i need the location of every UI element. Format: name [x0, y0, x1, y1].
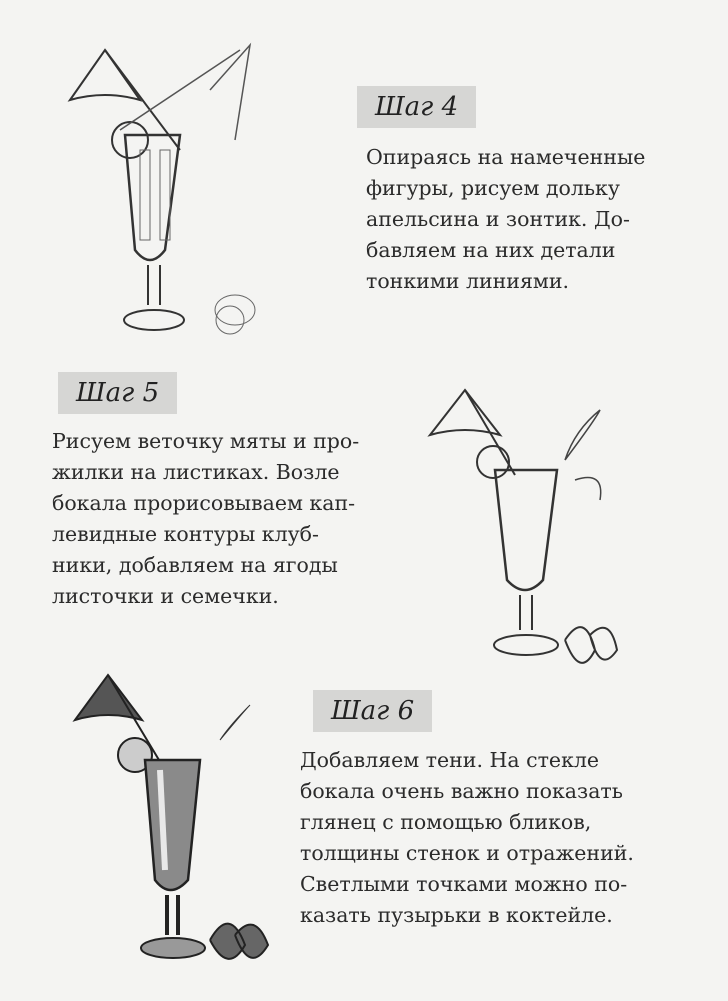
step-6-text: Добавляем тени. На стекле бокала очень важно показать глянец с помощью бликов, толщины стенок и отражений. Светлыми точками можно по- казать пузырьки в коктейле.: [300, 748, 634, 927]
cocktail-drawing-step-5: [425, 380, 635, 690]
cocktail-drawing-step-4: [60, 40, 280, 360]
cocktail-drawing-step-6: [70, 670, 280, 990]
step-5-text: Рисуем веточку мяты и про- жилки на листиках. Возле бокала прорисовываем кап- левидные контуры клуб- ники, добавляем на ягоды листочки и семечки.: [52, 429, 360, 608]
step-5-label: Шаг 5: [58, 372, 177, 414]
step-4-label: Шаг 4: [357, 86, 476, 128]
step-6-label: Шаг 6: [313, 690, 432, 732]
step-4-text: Опираясь на намеченные фигуры, рисуем дольку апельсина и зонтик. До- бавляем на них детали тонкими линиями.: [366, 145, 646, 293]
